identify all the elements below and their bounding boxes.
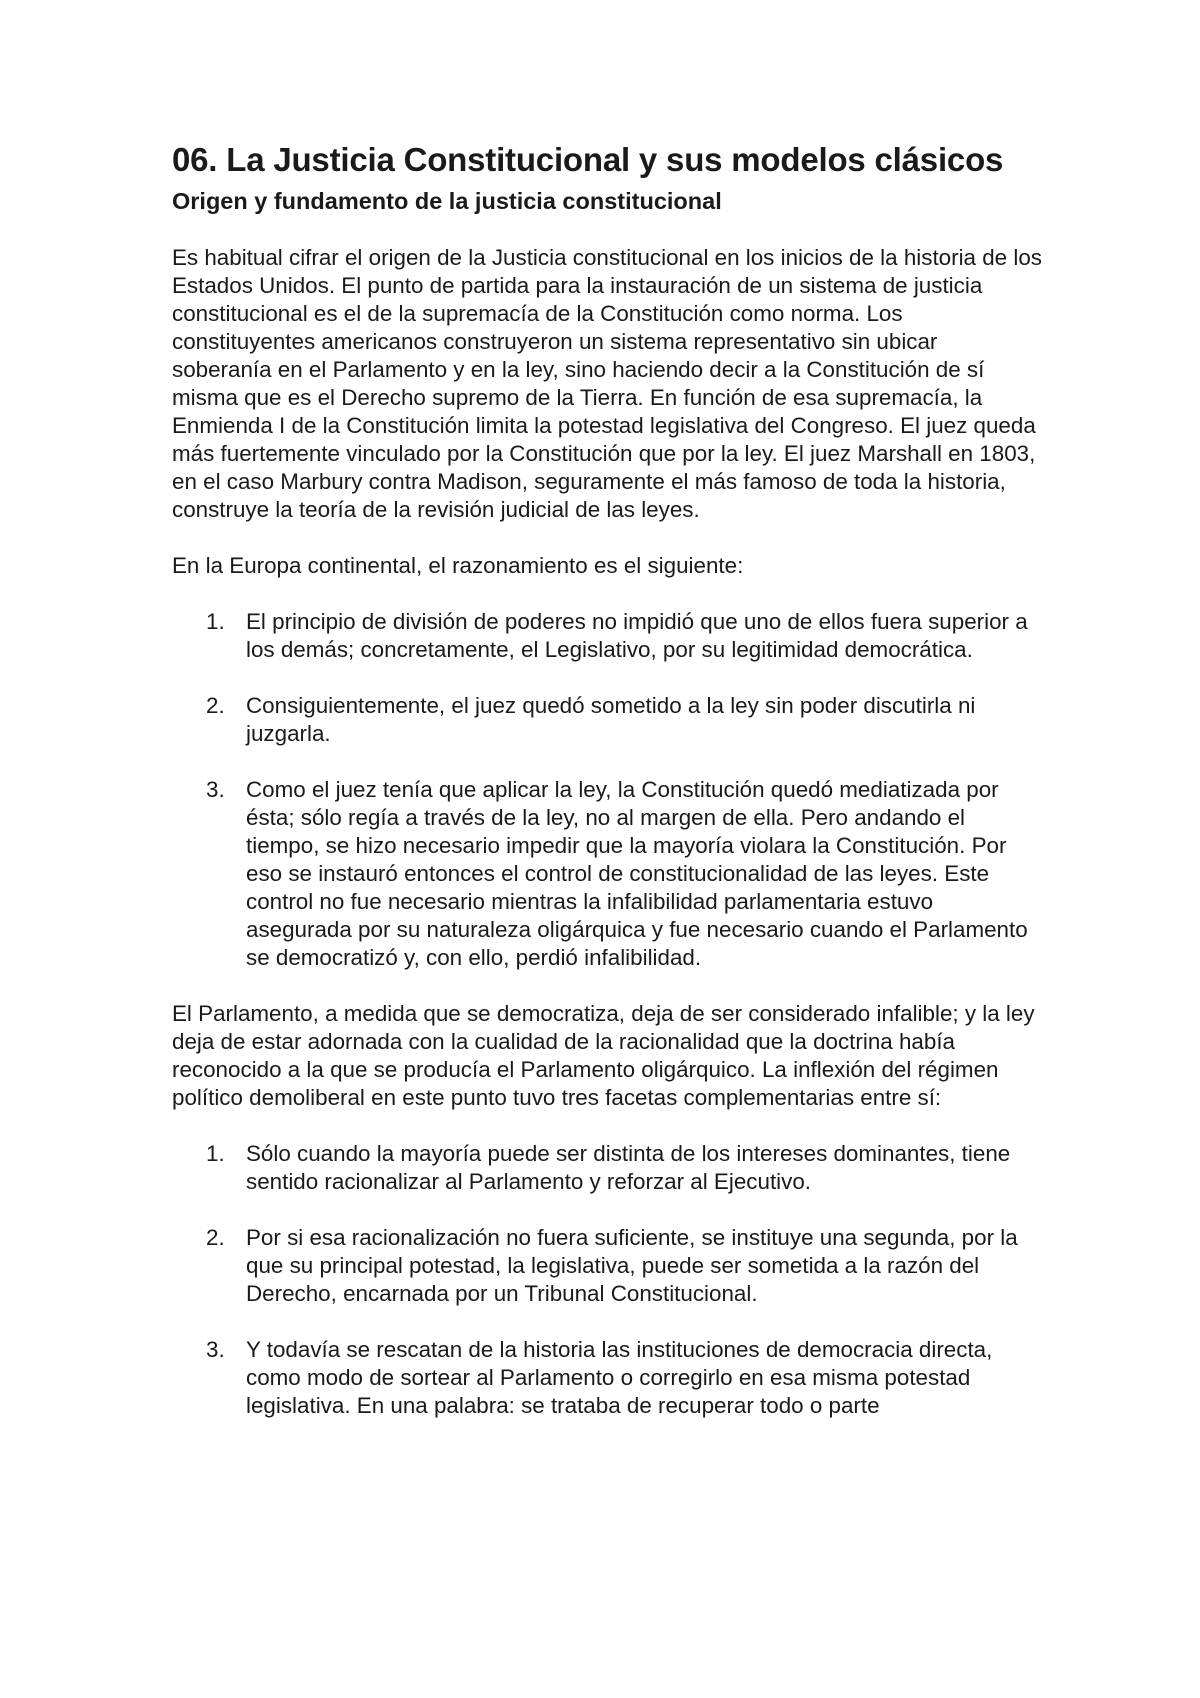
list-item-number: 2.	[206, 693, 225, 718]
list-item	[172, 1224, 1042, 1308]
paragraph-parliament: El Parlamento, a medida que se democratiza, deja de ser considerado infalible; y la ley deja de estar adornada con la cualidad de la racionalidad que la doctrina había reconocido a la que se producía el Parlamento oligárquico. La inflexión del régimen político demoliberal en este punto tuvo tres facetas complementarias entre sí:	[172, 1001, 1035, 1110]
numbered-list-europe	[172, 608, 1042, 972]
numbered-list-facets	[172, 1140, 1042, 1420]
list-item-text: Y todavía se rescatan de la historia las instituciones de democracia directa, como modo de sortear al Parlamento o corregirlo en esa misma potestad legislativa. En una palabra: se trataba de recuperar todo o parte	[246, 1337, 993, 1418]
list-item	[172, 1336, 1042, 1420]
list-item-number: 1.	[206, 609, 225, 634]
list-item-text: El principio de división de poderes no impidió que uno de ellos fuera superior a los demás; concretamente, el Legislativo, por su legitimidad democrática.	[246, 609, 1028, 662]
paragraph-europe-intro: En la Europa continental, el razonamiento es el siguiente:	[172, 553, 744, 578]
list-item-text: Consiguientemente, el juez quedó sometido a la ley sin poder discutirla ni juzgarla.	[246, 693, 976, 746]
document-page	[172, 140, 1042, 1420]
list-item	[172, 608, 1042, 664]
list-item	[172, 692, 1042, 748]
list-item-number: 3.	[206, 1337, 225, 1362]
paragraph-origin-usa: Es habitual cifrar el origen de la Justicia constitucional en los inicios de la historia de los Estados Unidos. El punto de partida para la instauración de un sistema de justicia constitucional es el de la supremacía de la Constitución como norma. Los constituyentes americanos construyeron un sistema representativo sin ubicar soberanía en el Parlamento y en la ley, sino haciendo decir a la Constitución de sí misma que es el Derecho supremo de la Tierra. En función de esa supremacía, la Enmienda I de la Constitución limita la potestad legislativa del Congreso. El juez queda más fuertemente vinculado por la Constitución que por la ley. El juez Marshall en 1803, en el caso Marbury contra Madison, seguramente el más famoso de toda la historia, construye la teoría de la revisión judicial de las leyes.	[172, 245, 1042, 522]
list-item-text: Como el juez tenía que aplicar la ley, la Constitución quedó mediatizada por ésta; sólo regía a través de la ley, no al margen de ella. Pero andando el tiempo, se hizo necesario impedir que la mayoría violara la Constitución. Por eso se instauró entonces el control de constitucionalidad de las leyes. Este control no fue necesario mientras la infalibilidad parlamentaria estuvo asegurada por su naturaleza oligárquica y fue necesario cuando el Parlamento se democratizó y, con ello, perdió infalibilidad.	[246, 777, 1028, 970]
list-item-number: 2.	[206, 1225, 225, 1250]
list-item	[172, 1140, 1042, 1196]
document-title: 06. La Justicia Constitucional y sus modelos clásicos	[172, 141, 1004, 178]
list-item-number: 1.	[206, 1141, 225, 1166]
section-subtitle: Origen y fundamento de la justicia constitucional	[172, 188, 722, 214]
list-item	[172, 776, 1042, 972]
list-item-text: Sólo cuando la mayoría puede ser distinta de los intereses dominantes, tiene sentido racionalizar al Parlamento y reforzar al Ejecutivo.	[246, 1141, 1011, 1194]
list-item-number: 3.	[206, 777, 225, 802]
list-item-text: Por si esa racionalización no fuera suficiente, se instituye una segunda, por la que su principal potestad, la legislativa, puede ser sometida a la razón del Derecho, encarnada por un Tribunal Constitucional.	[246, 1225, 1018, 1306]
